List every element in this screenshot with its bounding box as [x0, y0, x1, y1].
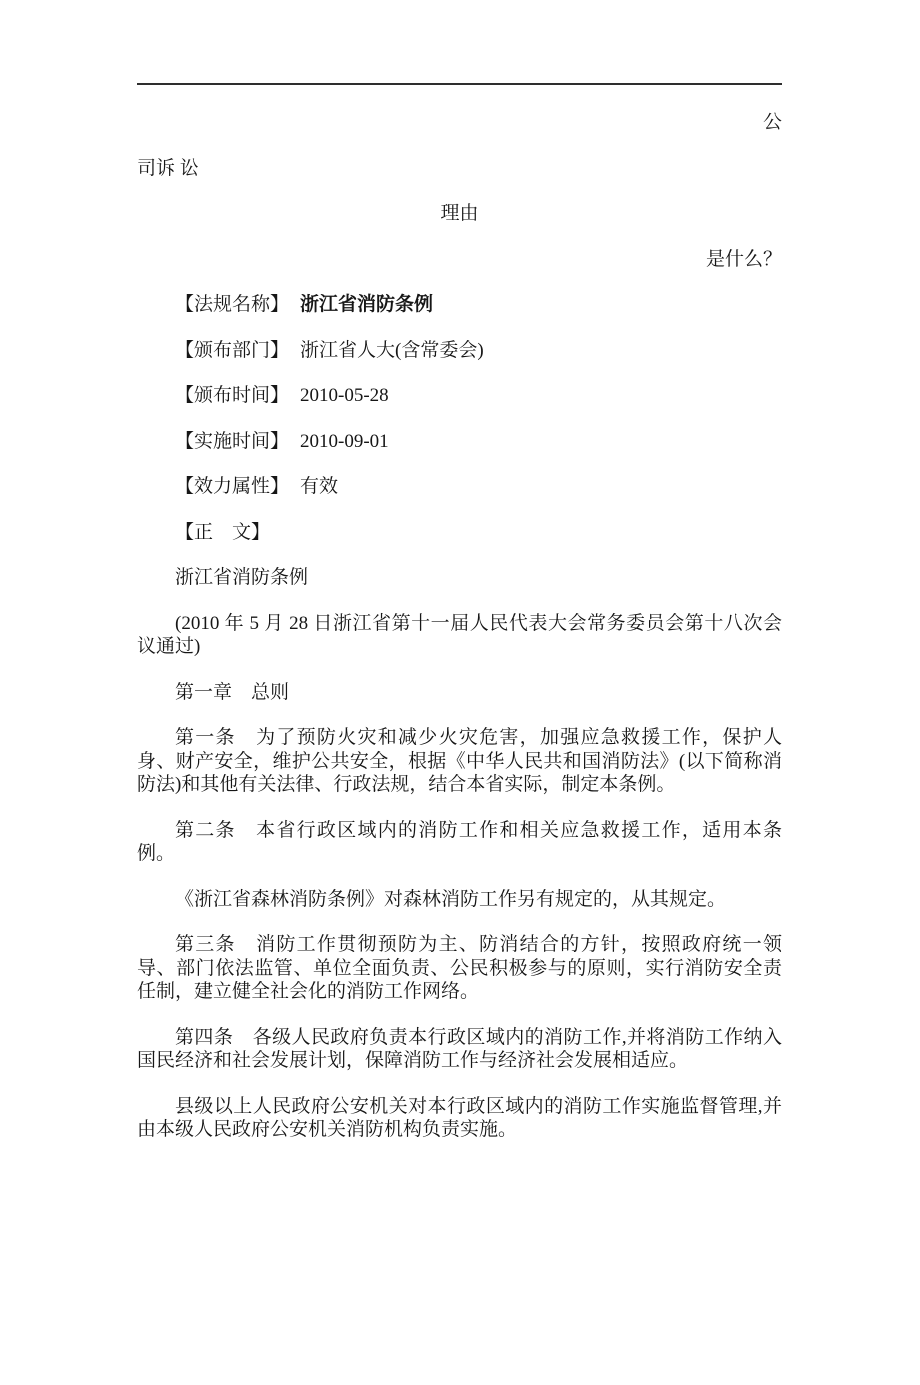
- body-paragraph: 第三条 消防工作贯彻预防为主、防消结合的方针，按照政府统一领导、部门依法监管、单位全面负责、公民积极参与的原则，实行消防安全责任制，建立健全社会化的消防工作网络。: [137, 934, 782, 1002]
- metadata-value: 浙江省人大(含常委会): [300, 339, 484, 361]
- document-title-fragment: 司诉 讼: [137, 157, 199, 179]
- top-rule: [137, 83, 782, 85]
- metadata-label: 【实施时间】: [175, 430, 290, 452]
- body-paragraph: 第一章 总则: [175, 681, 290, 703]
- metadata-line: [137, 430, 782, 454]
- body-paragraph: 《浙江省森林消防条例》对森林消防工作另有规定的，从其规定。: [175, 888, 727, 910]
- body-paragraph: 第四条 各级人民政府负责本行政区域内的消防工作,并将消防工作纳入国民经济和社会发展计划，保障消防工作与经济社会发展相适应。: [137, 1026, 782, 1071]
- metadata-value: 有效: [300, 476, 339, 497]
- document-title-fragment: 理由: [440, 203, 479, 224]
- metadata-label: 【颁布时间】: [175, 385, 290, 406]
- metadata-list: [137, 293, 782, 544]
- metadata-line: [137, 293, 782, 317]
- metadata-line: [137, 521, 782, 545]
- metadata-label: 【正 文】: [175, 521, 271, 543]
- document-title-fragment: 公: [762, 112, 782, 133]
- body-paragraph: 县级以上人民政府公安机关对本行政区域内的消防工作实施监督管理,并由本级人民政府公安机关消防机构负责实施。: [137, 1095, 782, 1140]
- document-title-fragment: 是什么？: [705, 248, 782, 270]
- metadata-line: [137, 384, 782, 408]
- metadata-label: 【法规名称】: [175, 294, 290, 315]
- metadata-value: 2010-05-28: [300, 385, 389, 406]
- metadata-label: 【效力属性】: [175, 476, 290, 497]
- body-paragraph: 第一条 为了预防火灾和减少火灾危害，加强应急救援工作，保护人身、财产安全，维护公共安全，根据《中华人民共和国消防法》(以下简称消防法)和其他有关法律、行政法规，结合本省实际，制定本条例。: [137, 727, 782, 795]
- body-paragraph: 浙江省消防条例: [175, 567, 309, 588]
- body-paragraph: (2010 年 5 月 28 日浙江省第十一届人民代表大会常务委员会第十八次会议通过): [137, 612, 782, 657]
- metadata-label: 【颁布部门】: [175, 339, 290, 361]
- body-block: [137, 566, 782, 1142]
- document-page: [0, 83, 920, 1385]
- metadata-value: 2010-09-01: [300, 430, 389, 452]
- metadata-line: [137, 339, 782, 363]
- title-block: [137, 111, 782, 271]
- body-paragraph: 第二条 本省行政区域内的消防工作和相关应急救援工作，适用本条例。: [137, 819, 782, 864]
- metadata-line: [137, 475, 782, 499]
- metadata-value: 浙江省消防条例: [300, 294, 434, 315]
